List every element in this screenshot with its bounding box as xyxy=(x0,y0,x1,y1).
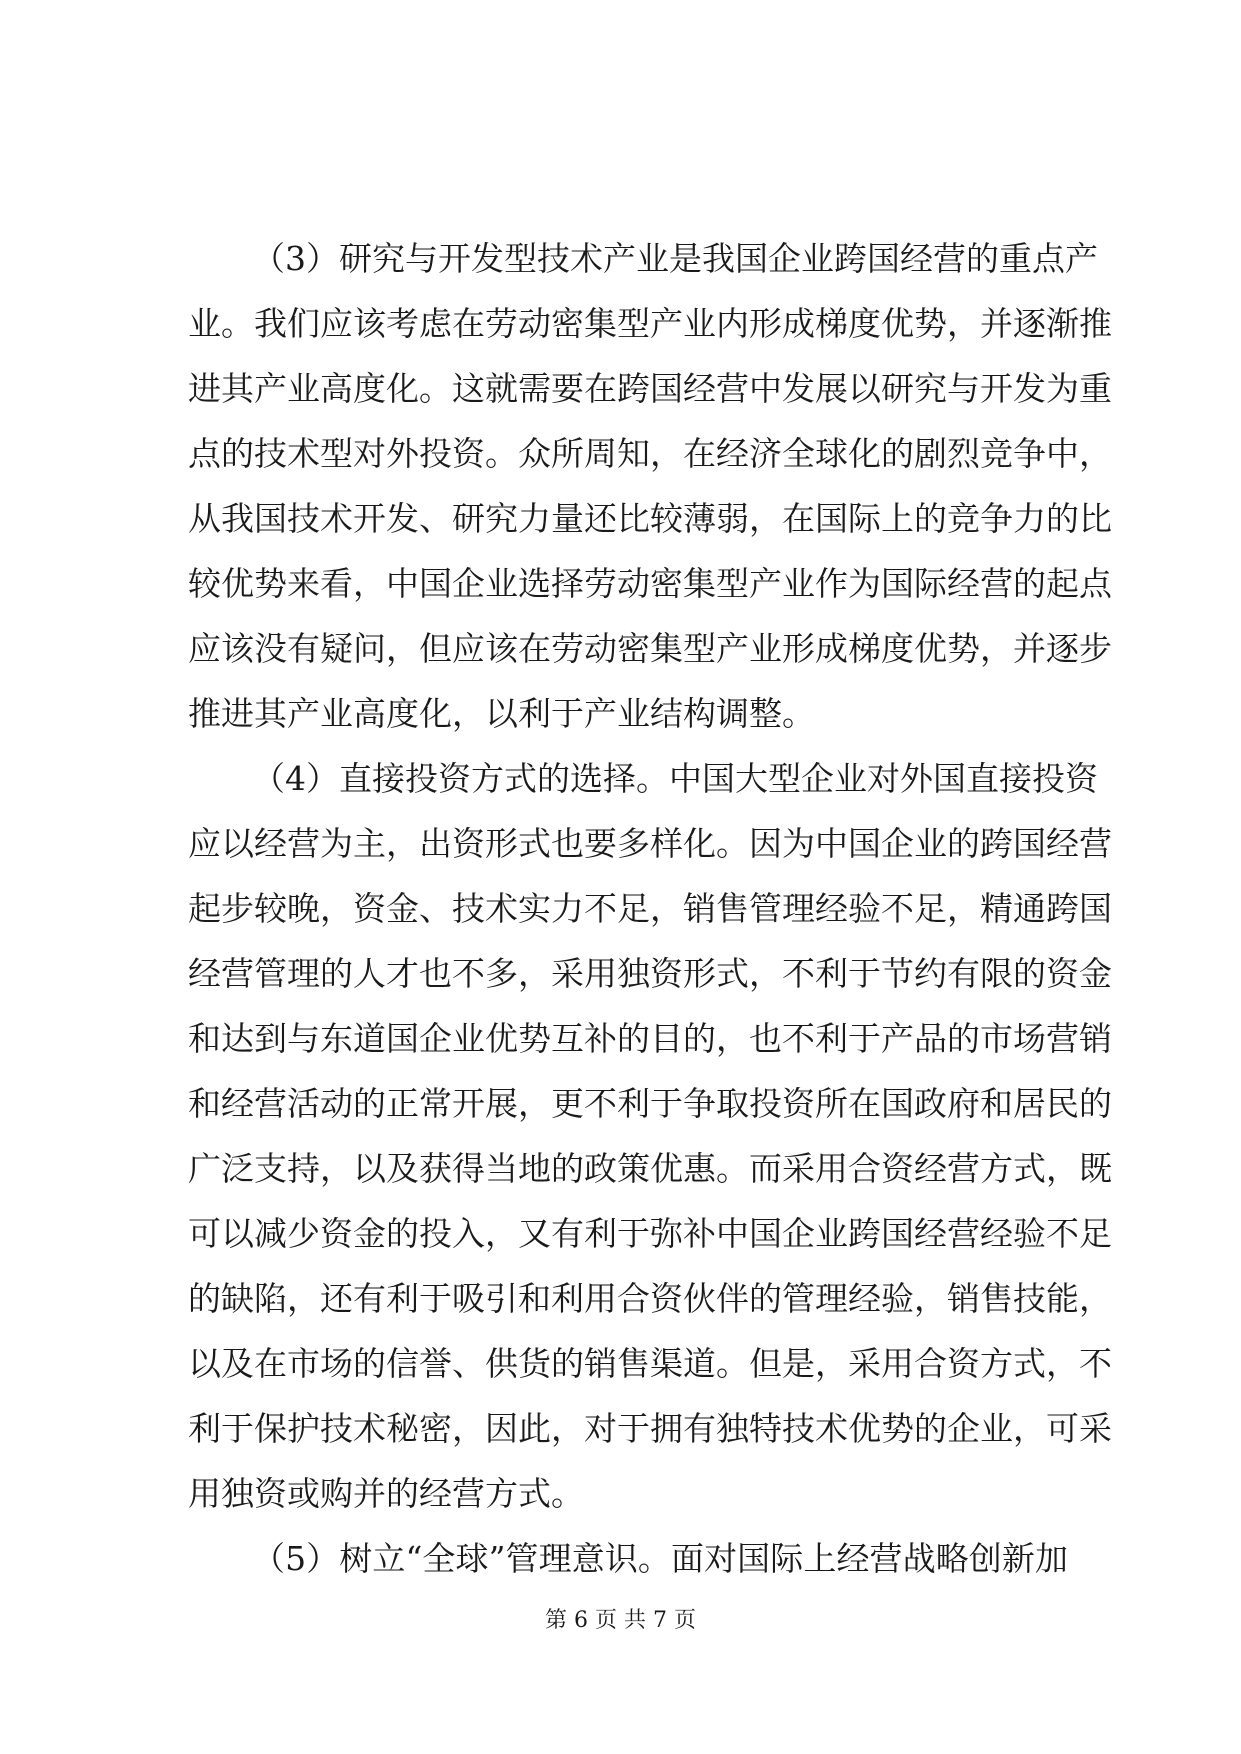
paragraph-4-line-3: 起步较晚，资金、技术实力不足，销售管理经验不足，精通跨国 xyxy=(188,889,1112,928)
paragraph-4-line-7: 广泛支持，以及获得当地的政策优惠。而采用合资经营方式，既 xyxy=(188,1149,1112,1188)
paragraph-3-line-3: 进其产业高度化。这就需要在跨国经营中发展以研究与开发为重 xyxy=(188,369,1112,408)
paragraph-5-line-1: （5）树立“全球”管理意识。面对国际上经营战略创新加 xyxy=(252,1539,1068,1578)
paragraph-3-line-1: （3）研究与开发型技术产业是我国企业跨国经营的重点产 xyxy=(252,239,1098,278)
paragraph-4-line-11: 利于保护技术秘密，因此，对于拥有独特技术优势的企业，可采 xyxy=(188,1409,1112,1448)
paragraph-4-line-10: 以及在市场的信誉、供货的销售渠道。但是，采用合资方式，不 xyxy=(188,1344,1112,1383)
paragraph-3-line-2: 业。我们应该考虑在劳动密集型产业内形成梯度优势，并逐渐推 xyxy=(188,304,1112,343)
paragraph-4-line-6: 和经营活动的正常开展，更不利于争取投资所在国政府和居民的 xyxy=(188,1084,1112,1123)
paragraph-4-line-5: 和达到与东道国企业优势互补的目的，也不利于产品的市场营销 xyxy=(188,1019,1112,1058)
document-body xyxy=(188,226,1112,1591)
paragraph-4-line-8: 可以减少资金的投入，又有利于弥补中国企业跨国经营经验不足 xyxy=(188,1214,1112,1253)
paragraph-3-line-7: 应该没有疑问，但应该在劳动密集型产业形成梯度优势，并逐步 xyxy=(188,629,1112,668)
paragraph-4-line-2: 应以经营为主，出资形式也要多样化。因为中国企业的跨国经营 xyxy=(188,824,1112,863)
paragraph-4-line-4: 经营管理的人才也不多，采用独资形式，不利于节约有限的资金 xyxy=(188,954,1112,993)
paragraph-3-line-6: 较优势来看，中国企业选择劳动密集型产业作为国际经营的起点 xyxy=(188,564,1112,603)
page-number-footer: 第 6 页 共 7 页 xyxy=(545,1608,696,1633)
paragraph-3-line-8: 推进其产业高度化，以利于产业结构调整。 xyxy=(188,694,815,733)
paragraph-4-line-12: 用独资或购并的经营方式。 xyxy=(188,1474,584,1513)
paragraph-3-line-4: 点的技术型对外投资。众所周知，在经济全球化的剧烈竞争中， xyxy=(188,434,1112,473)
paragraph-4-line-1: （4）直接投资方式的选择。中国大型企业对外国直接投资 xyxy=(252,759,1098,798)
paragraph-3-line-5: 从我国技术开发、研究力量还比较薄弱，在国际上的竞争力的比 xyxy=(188,499,1112,538)
paragraph-4-line-9: 的缺陷，还有利于吸引和利用合资伙伴的管理经验，销售技能， xyxy=(188,1279,1112,1318)
